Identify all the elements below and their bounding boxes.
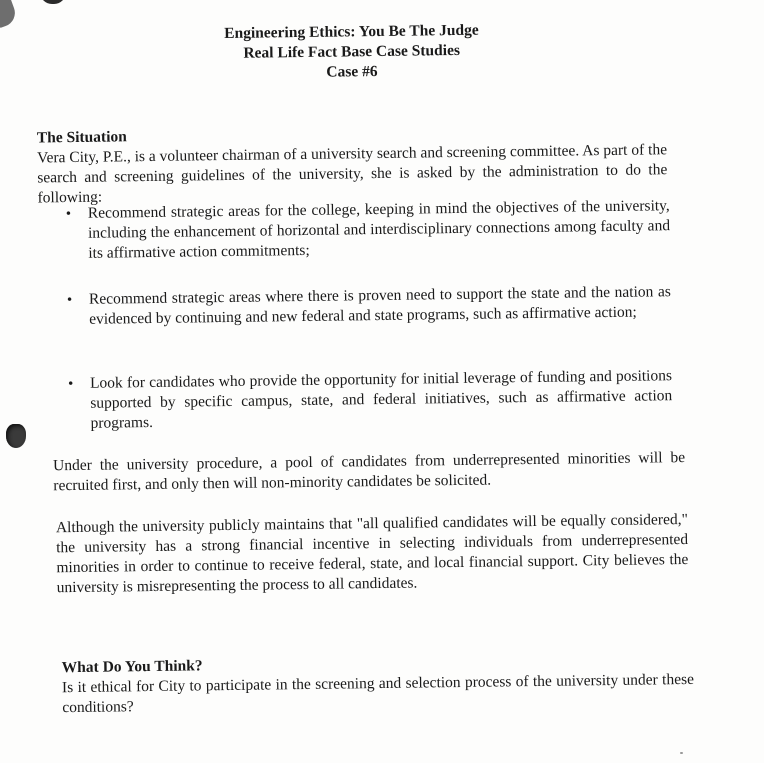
bullet-text: Look for candidates who provide the opportunity for initial leverage of funding and positions supported by specific campus, state, and federal initiatives, such as affirmative action programs. bbox=[89, 367, 673, 432]
header-subtitle: Real Life Fact Base Case Studies bbox=[243, 41, 461, 62]
list-item bbox=[68, 366, 673, 434]
header-title: Engineering Ethics: You Be The Judge bbox=[224, 21, 479, 43]
incentive-paragraph: Although the university publicly maintains that "all qualified candidates will be equally considered," the university has a strong financial incentive in selecting individuals from underrepresented minorities in order to continue to receive federal, state, and local financial support. City believes the university is misrepresenting the process to all candidates. bbox=[55, 510, 689, 597]
document-header bbox=[0, 18, 708, 87]
question-section bbox=[62, 650, 695, 718]
bullet-marker: • bbox=[65, 206, 72, 223]
question-text: Is it ethical for City to participate in the screening and selection process of the university under these conditions? bbox=[61, 670, 695, 717]
procedure-paragraph: Under the university procedure, a pool of candidates from underrepresented minorities will be recruited first, and only then will non-minority candidates be solicited. bbox=[52, 449, 686, 495]
header-case-number: Case #6 bbox=[326, 63, 378, 81]
list-item bbox=[67, 282, 671, 330]
situation-section bbox=[37, 120, 668, 208]
situation-intro: Vera City, P.E., is a volunteer chairman of a university search and screening committee. As part of the search and screening guidelines of the university, she is asked by the administration to do the following: bbox=[36, 141, 668, 207]
question-heading: What Do You Think? bbox=[61, 657, 203, 677]
bullet-marker: • bbox=[66, 292, 73, 309]
bullet-marker: • bbox=[67, 376, 74, 393]
bullet-text: Recommend strategic areas for the college, keeping in mind the objectives of the university, including the enhancement of horizontal and interdisciplinary connections among faculty and its affirmative action commitments; bbox=[87, 197, 671, 262]
bullet-text: Recommend strategic areas where there is proven need to support the state and the nation as evidenced by continuing and new federal and state programs, such as affirmative action; bbox=[88, 283, 671, 328]
list-item bbox=[66, 196, 671, 264]
situation-heading: The Situation bbox=[36, 128, 127, 147]
